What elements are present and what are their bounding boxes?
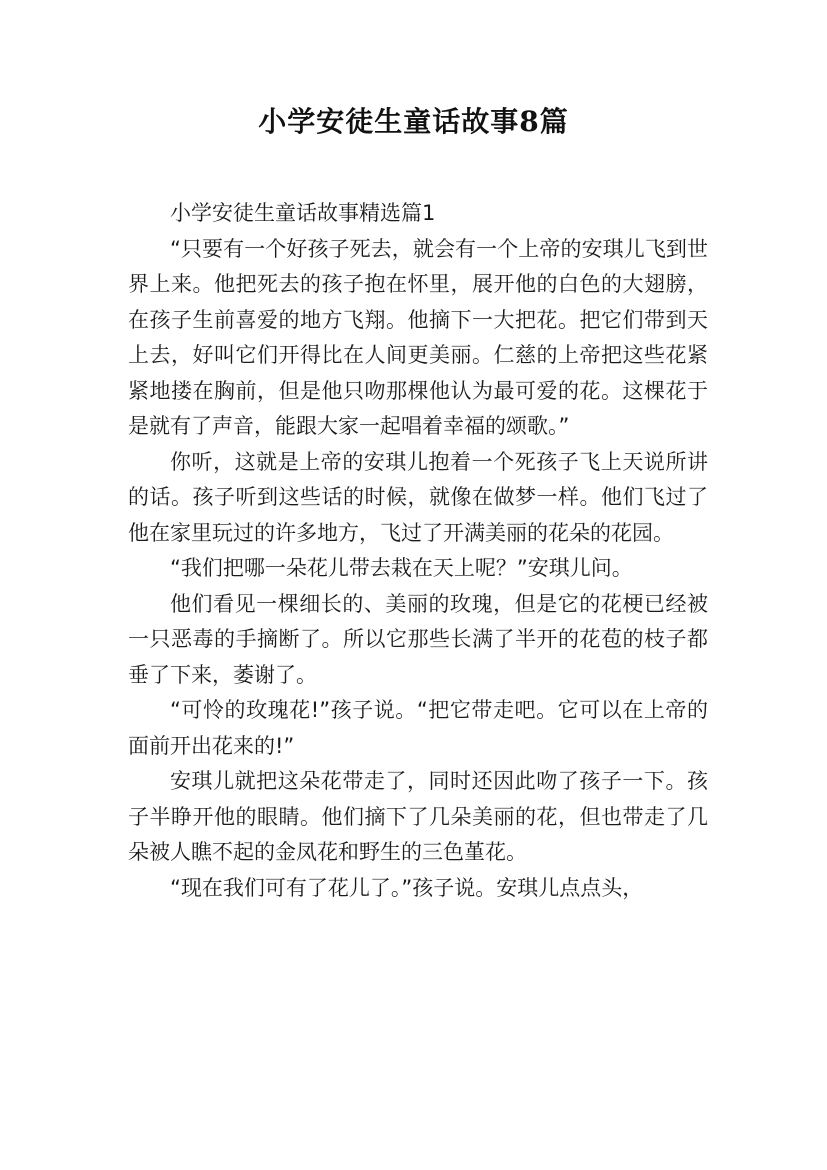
- paragraph: 安琪儿就把这朵花带走了，同时还因此吻了孩子一下。孩子半睁开他的眼睛。他们摘下了几朵美丽的花，但也带走了几朵被人瞧不起的金凤花和野生的三色堇花。: [128, 769, 708, 864]
- paragraph: “只要有一个好孩子死去，就会有一个上帝的安琪儿飞到世界上来。他把死去的孩子抱在怀里，展开他的白色的大翅膀，在孩子生前喜爱的地方飞翔。他摘下一大把花。把它们带到天上去，好叫它们开得比在人间更美丽。仁慈的上帝把这些花紧紧地搂在胸前，但是他只吻那棵他认为最可爱的花。这棵花于是就有了声音，能跟大家一起唱着幸福的颂歌。”: [128, 236, 708, 438]
- paragraph: 你听，这就是上帝的安琪儿抱着一个死孩子飞上天说所讲的话。孩子听到这些话的时候，就像在做梦一样。他们飞过了他在家里玩过的许多地方，飞过了开满美丽的花朵的花园。: [128, 449, 708, 545]
- section-heading: 小学安徒生童话故事精选篇1: [170, 201, 436, 225]
- paragraph: “我们把哪一朵花儿带去栽在天上呢？”安琪儿问。: [170, 556, 633, 580]
- paragraph: “现在我们可有了花儿了。”孩子说。安琪儿点点头，: [170, 875, 644, 900]
- paragraph: “可怜的玫瑰花!”孩子说。“把它带走吧。它可以在上帝的面前开出花来的!”: [128, 698, 708, 758]
- document-body: [128, 196, 708, 906]
- paragraph: 他们看见一棵细长的、美丽的玫瑰，但是它的花梗已经被一只恶毒的手摘断了。所以它那些长满了半开的花苞的枝子都垂了下来，萎谢了。: [128, 591, 708, 687]
- document-title: 小学安徒生童话故事8篇: [258, 105, 569, 138]
